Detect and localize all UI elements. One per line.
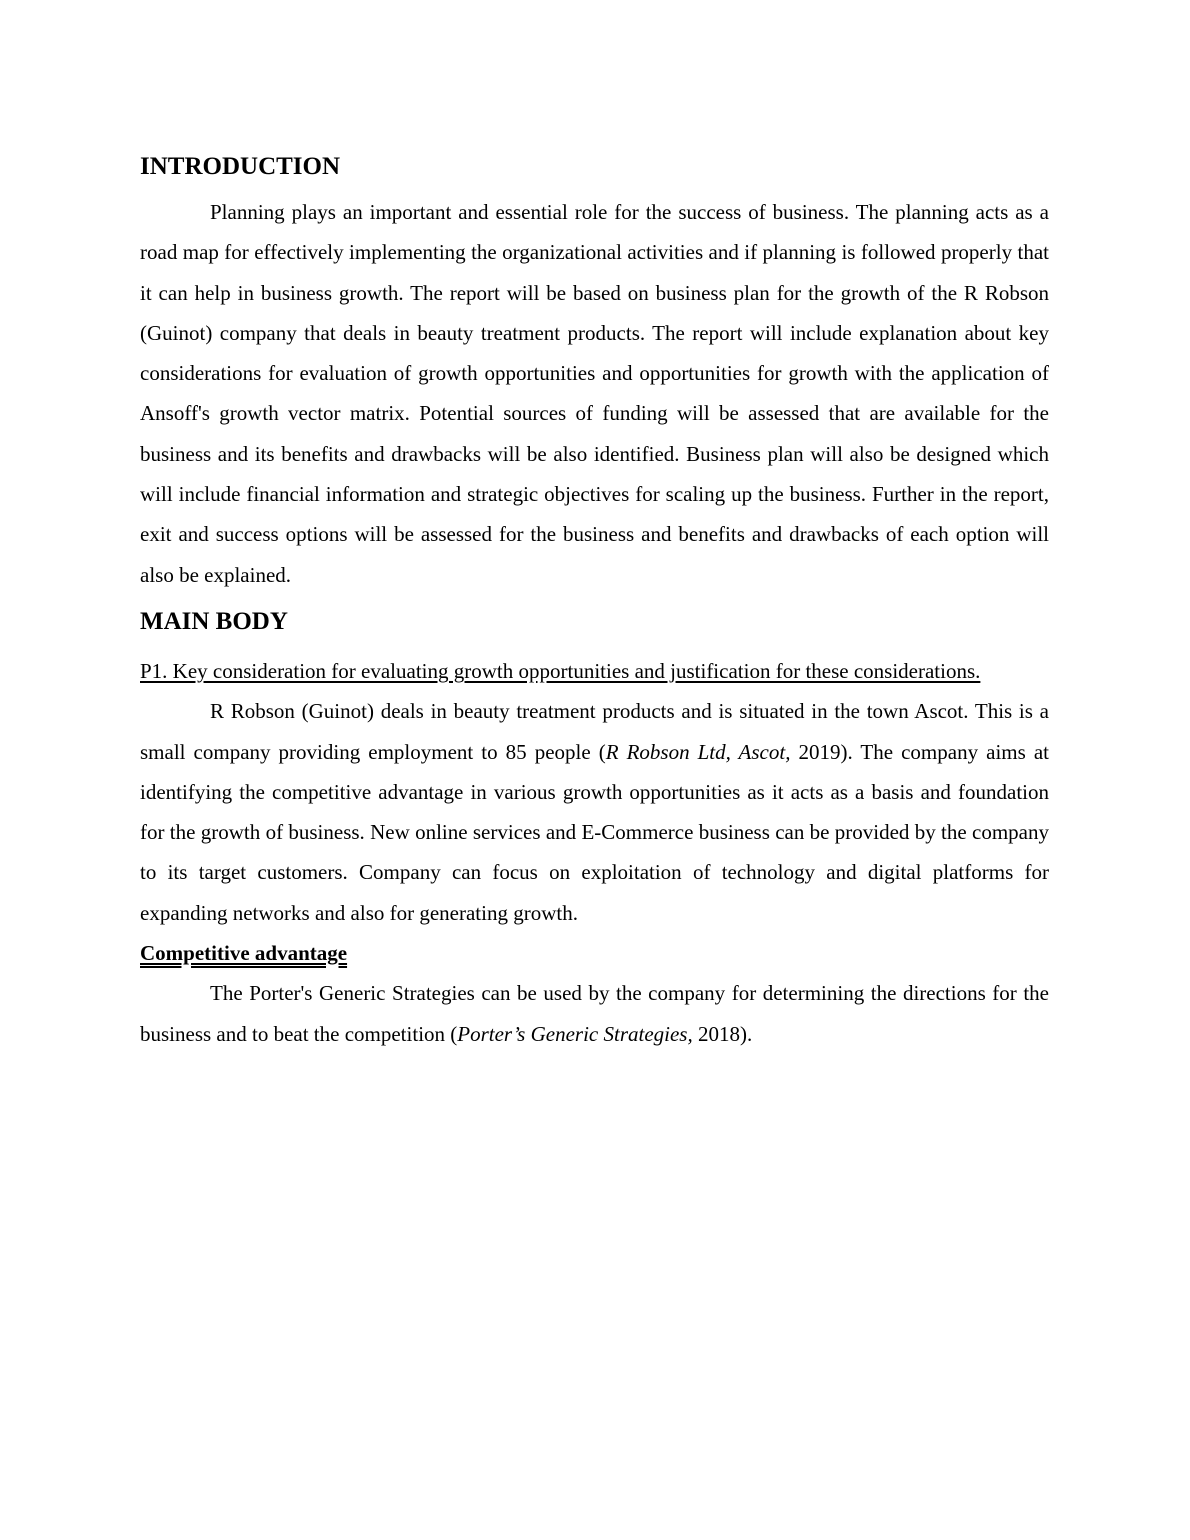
competitive-advantage-paragraph (140, 973, 1049, 1054)
document-page (140, 150, 1049, 1054)
main-body-heading: MAIN BODY (140, 607, 288, 635)
introduction-heading: INTRODUCTION (140, 153, 341, 180)
p1-paragraph (140, 691, 1049, 933)
competitive-text-part1: The Porter's Generic Strategies can be used by the company for determining the directions for the business and to beat the competition ( (140, 981, 1049, 1046)
p1-subheading: P1. Key consideration for evaluating growth opportunities and justification for these considerations. (140, 658, 981, 683)
p1-text-part1: R Robson (Guinot) deals in beauty treatment products and is situated in the town Ascot. This is a small company providing employment to 85 people ( (140, 699, 1049, 764)
introduction-paragraph: Planning plays an important and essential role for the success of business. The planning acts as a road map for effectively implementing the organizational activities and if planning is followed properly that it can help in business growth. The report will be based on business plan for the growth of the R Robson (Guinot) company that deals in beauty treatment products. The report will include explanation about key considerations for evaluation of growth opportunities and opportunities for growth with the application of Ansoff's growth vector matrix. Potential sources of funding will be assessed that are available for the business and its benefits and drawbacks will be also identified. Business plan will also be designed which will include financial information and strategic objectives for scaling up the business. Further in the report, exit and success options will be assessed for the business and benefits and drawbacks of each option will also be explained. (140, 200, 1049, 587)
competitive-citation: Porter’s Generic Strategies, (457, 1021, 693, 1046)
p1-citation: R Robson Ltd, Ascot, (605, 739, 791, 764)
p1-text-part2: 2019). The company aims at identifying the competitive advantage in various growth opportunities as it acts as a basis and foundation for the growth of business. New online services and E-Commerce business can be provided by the company to its target customers. Company can focus on exploitation of technology and digital platforms for expanding networks and also for generating growth. (140, 739, 1049, 925)
competitive-advantage-heading: Competitive advantage (140, 941, 348, 966)
competitive-text-part2: 2018). (692, 1021, 753, 1046)
